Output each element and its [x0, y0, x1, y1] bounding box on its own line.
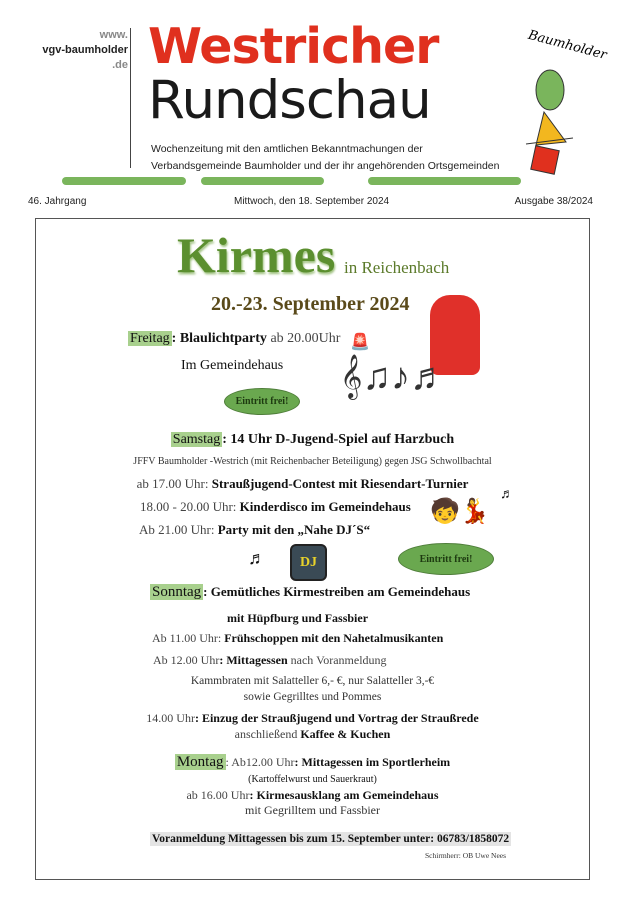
volume: 46. Jahrgang	[28, 196, 87, 207]
match-text: JFFV Baumholder -Westrich (mit Reichenbacher Beteiligung) gegen JSG Schwollbachtal	[133, 456, 492, 467]
masthead-title-2: Rundschau	[148, 70, 431, 131]
web-tld: .de	[112, 59, 128, 71]
dancing-kids-icon: 🧒💃	[430, 499, 490, 525]
monday-subline: mit Gegrilltem und Fassbier	[245, 803, 380, 817]
time: 18.00 - 20.00 Uhr:	[140, 499, 240, 514]
sunday-menu	[0, 673, 625, 705]
sunday-item	[152, 631, 443, 646]
registration-note: Voranmeldung Mittagessen bis zum 15. September unter: 06783/1858072	[152, 833, 510, 845]
event: Kinderdisco im Gemeindehaus	[239, 499, 411, 514]
sunday-subline: mit Hüpfburg und Fassbier	[227, 611, 369, 625]
event: : Gemütliches Kirmestreiben am Gemeindehaus	[203, 584, 471, 599]
web-domain: vgv-baumholder	[42, 44, 128, 56]
saturday-item	[25, 476, 580, 492]
saturday-item	[139, 522, 370, 538]
time: : Ab12.00 Uhr	[225, 755, 295, 769]
menu-line: Kammbraten mit Salatteller 6,- €, nur Salatteller 3,-€	[190, 675, 435, 687]
event: Straußjugend-Contest mit Riesendart-Turnier	[211, 476, 469, 491]
sunday-item	[0, 710, 625, 742]
event: : Einzug der Straußjugend und Vortrag der Straußrede	[194, 711, 479, 725]
event: Kaffee & Kuchen	[300, 727, 391, 741]
event: : Mittagessen im Sportlerheim	[294, 755, 451, 769]
masthead-title-1: Westricher	[148, 18, 439, 75]
day-label: Sonntag	[152, 584, 202, 600]
time: Ab 12.00 Uhr	[153, 653, 220, 667]
friday-line	[128, 331, 340, 347]
issue-number: Ausgabe 38/2024	[514, 196, 593, 207]
subtitle-line: Wochenzeitung mit den amtlichen Bekanntmachungen der	[151, 143, 423, 155]
monday-line	[0, 754, 625, 771]
police-light-icon: 🚨	[350, 334, 370, 351]
subtitle-line: Verbandsgemeinde Baumholder und der ihr angehörenden Ortsgemeinden	[151, 160, 500, 172]
event: : Blaulichtparty	[171, 331, 267, 346]
note: nach Voranmeldung	[287, 653, 387, 667]
website[interactable]	[42, 28, 128, 73]
time: Ab 11.00 Uhr:	[152, 631, 225, 645]
sunday-item	[153, 653, 387, 668]
event: Party mit den „Nahe DJ´S“	[217, 522, 371, 537]
time: ab 17.00 Uhr:	[136, 476, 212, 491]
time: ab 20.00Uhr	[266, 331, 341, 346]
saturday-line	[35, 432, 590, 448]
time: 14.00 Uhr	[146, 711, 195, 725]
issue-date: Mittwoch, den 18. September 2024	[234, 196, 390, 207]
event: : Mittagessen	[219, 653, 288, 667]
sunday-line	[150, 584, 470, 601]
note: anschließend	[234, 727, 301, 741]
free-entry-badge: Eintritt frei!	[398, 543, 494, 575]
green-bar	[201, 177, 324, 185]
menu-line: sowie Gegrilltes und Pommes	[243, 691, 382, 703]
vg-baumholder-logo	[508, 20, 609, 180]
music-notes-icon: ♬	[248, 548, 266, 568]
dj-logo-icon: DJ	[290, 544, 327, 581]
poster-location: in Reichenbach	[344, 258, 450, 277]
free-entry-badge: Eintritt frei!	[224, 388, 300, 415]
monday-item	[0, 788, 625, 803]
event: : Kirmesausklang am Gemeindehaus	[249, 788, 439, 802]
day-label: Samstag	[172, 432, 221, 447]
svg-text:Baumholder: Baumholder	[526, 27, 609, 64]
day-label: Montag	[176, 754, 224, 770]
time: ab 16.00 Uhr	[186, 788, 250, 802]
day-label: Freitag	[130, 331, 170, 346]
green-bar	[368, 177, 521, 185]
music-notes-icon: ♬	[500, 487, 514, 502]
firefighter-music-illustration: 𝄞♫♪♬	[340, 295, 490, 430]
event: Frühschoppen mit den Nahetalmusikanten	[224, 631, 444, 645]
poster-title: Kirmes	[177, 227, 336, 283]
divider	[130, 28, 131, 168]
saturday-item	[140, 499, 411, 515]
friday-place: Im Gemeindehaus	[181, 358, 284, 373]
time: Ab 21.00 Uhr:	[139, 522, 218, 537]
monday-note: (Kartoffelwurst und Sauerkraut)	[248, 774, 377, 785]
web-www: www.	[99, 29, 128, 41]
poster-dates: 20.-23. September 2024	[211, 293, 410, 315]
patron: Schirmherr: OB Uwe Nees	[425, 851, 507, 860]
masthead-subtitle	[151, 141, 500, 175]
green-bar	[62, 177, 186, 185]
event: : 14 Uhr D-Jugend-Spiel auf Harzbuch	[222, 432, 455, 447]
